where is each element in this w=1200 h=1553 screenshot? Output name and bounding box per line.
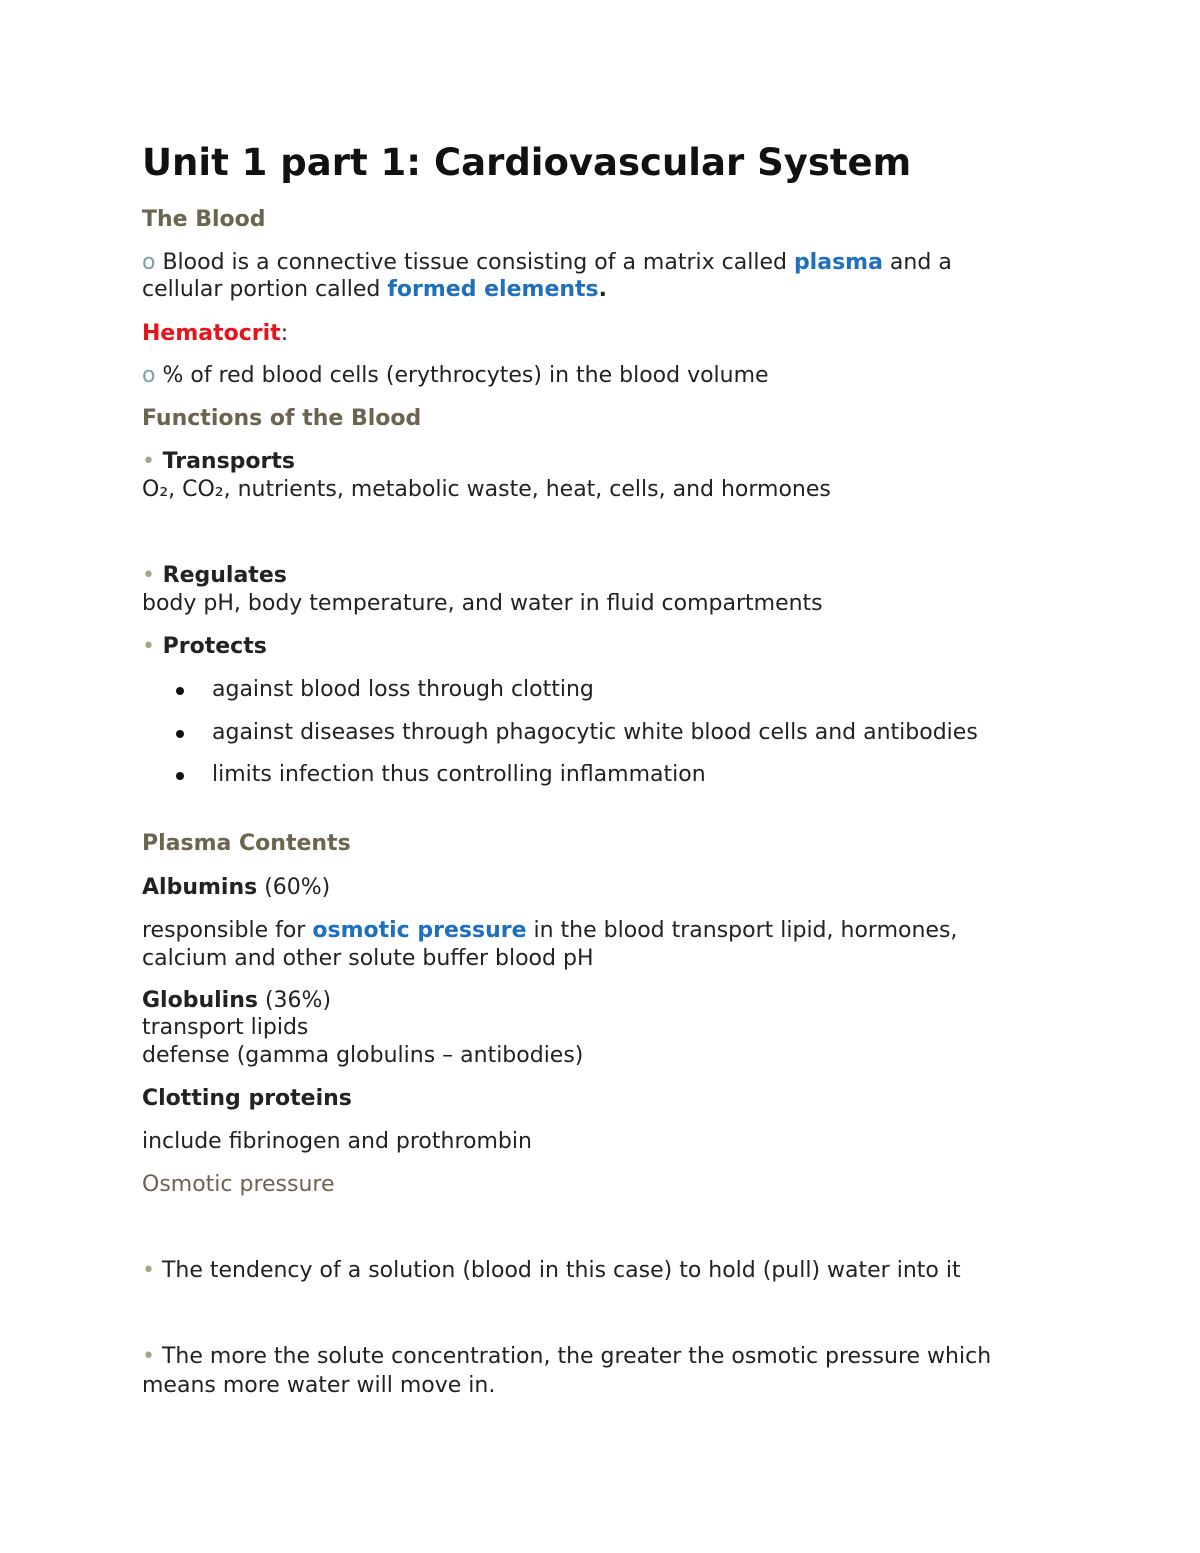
albumins-line-2: calcium and other solute buffer blood pH — [142, 946, 594, 971]
function-transports: • Transports — [142, 449, 296, 474]
bullet-dot — [176, 730, 184, 738]
hematocrit-heading: Hematocrit: — [142, 321, 289, 346]
heading-plasma-contents: Plasma Contents — [142, 831, 351, 856]
albumins-heading: Albumins (60%) — [142, 875, 331, 900]
list-marker: o — [142, 363, 156, 388]
term-osmotic-pressure: osmotic pressure — [312, 918, 527, 943]
bullet-dot — [176, 687, 184, 695]
function-regulates-text: body pH, body temperature, and water in fluid compartments — [142, 591, 823, 616]
globulins-line-2: defense (gamma globulins – antibodies) — [142, 1043, 584, 1068]
heading-osmotic-pressure: Osmotic pressure — [142, 1172, 335, 1197]
blood-definition-line-2: cellular portion called formed elements. — [142, 277, 607, 302]
heading-the-blood: The Blood — [142, 207, 266, 232]
osmotic-point-1: • The tendency of a solution (blood in this case) to hold (pull) water into it — [142, 1258, 961, 1283]
clotting-line-1: include fibrinogen and prothrombin — [142, 1129, 532, 1154]
list-marker: o — [142, 250, 156, 275]
osmotic-point-2-line-1: • The more the solute concentration, the greater the osmotic pressure which — [142, 1344, 992, 1369]
term-plasma: plasma — [793, 250, 883, 275]
bullet: • — [142, 1344, 155, 1369]
term-formed-elements: formed elements — [387, 277, 599, 302]
bullet-dot — [176, 772, 184, 780]
hematocrit-definition: o % of red blood cells (erythrocytes) in the blood volume — [142, 363, 769, 388]
bullet: • — [142, 563, 155, 588]
function-protects: • Protects — [142, 634, 267, 659]
osmotic-point-2-line-2: means more water will move in. — [142, 1373, 496, 1398]
bullet: • — [142, 1258, 155, 1283]
page-title: Unit 1 part 1: Cardiovascular System — [142, 141, 912, 184]
heading-functions: Functions of the Blood — [142, 406, 422, 431]
globulins-line-1: transport lipids — [142, 1015, 309, 1040]
globulins-heading: Globulins (36%) — [142, 988, 332, 1013]
albumins-line-1: responsible for osmotic pressure in the blood transport lipid, hormones, — [142, 918, 958, 943]
clotting-heading: Clotting proteins — [142, 1086, 352, 1111]
blood-definition-line-1: o Blood is a connective tissue consisting of a matrix called plasma and a — [142, 250, 952, 275]
bullet: • — [142, 449, 155, 474]
bullet: • — [142, 634, 155, 659]
term-hematocrit: Hematocrit — [142, 321, 281, 346]
function-regulates: • Regulates — [142, 563, 287, 588]
function-transports-text: O₂, CO₂, nutrients, metabolic waste, heat, cells, and hormones — [142, 477, 831, 502]
